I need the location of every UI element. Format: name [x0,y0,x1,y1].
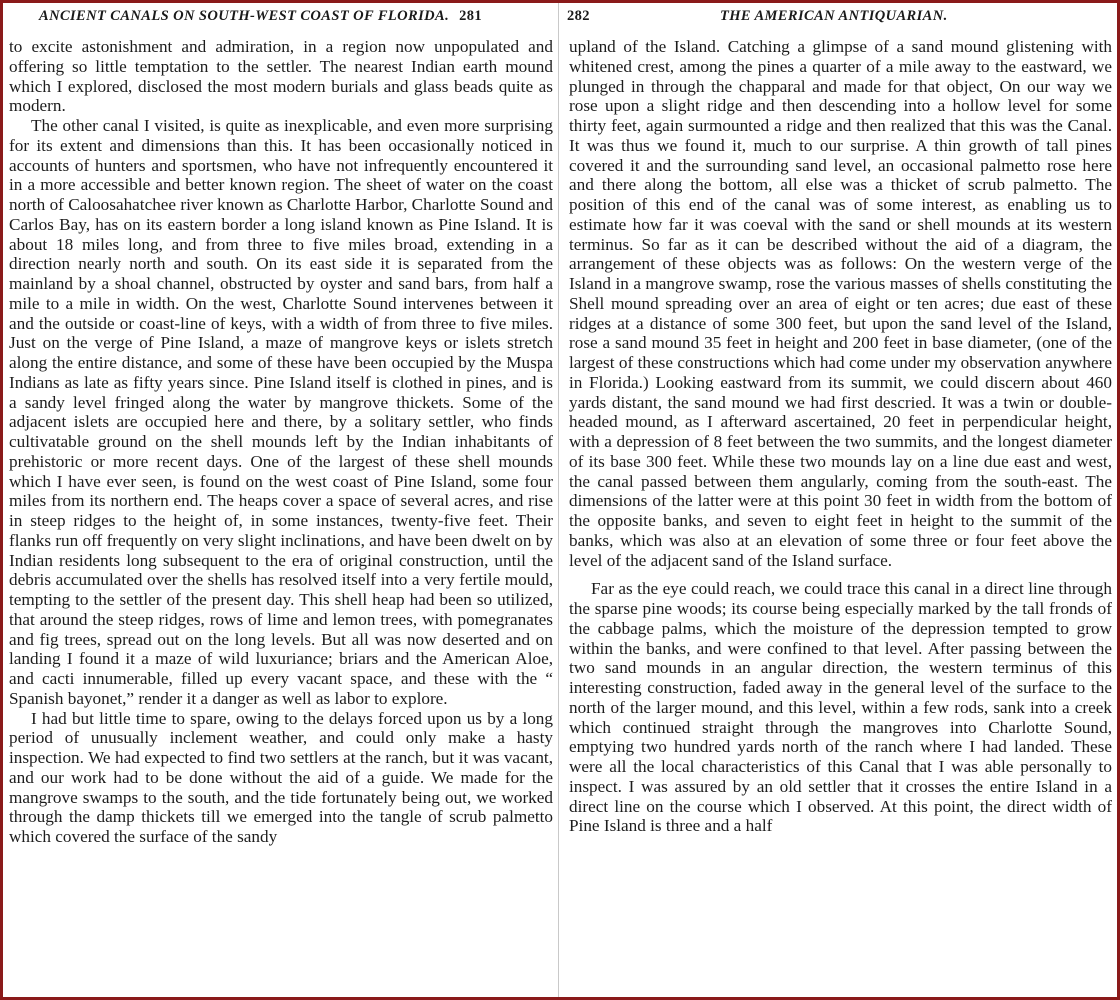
running-title-right: THE AMERICAN ANTIQUARIAN. [719,8,948,24]
running-title-left: ANCIENT CANALS ON SOUTH-WEST COAST OF FLORIDA. [39,8,450,24]
paragraph: Far as the eye could reach, we could trace this canal in a direct line through the sparse pine woods; its course being especially marked by the tall fronds of the cabbage palms, which the moisture of the depression tempted to grow within the banks, and were confined to that level. After passing between the two sand mounds in an angular direction, the western terminus of this interesting construction, faded away in the general level of the surface to the north of the larger mound, and this level, within a few rods, sank into a creek which continued straight through the mangroves into Charlotte Sound, emptying two hundred yards north of the ranch where I had landed. These were all the local characteristics of this Canal that I was able personally to inspect. I was assured by an old settler that it crosses the entire Island in a direct line on the course which I observed. At this point, the direct width of Pine Island is three and a half [569,579,1112,836]
book-spread [3,3,1117,997]
right-page-body [559,37,1117,836]
running-head-left [3,3,559,29]
paragraph: The other canal I visited, is quite as inexplicable, and even more surprising for its extent and dimensions than this. It has been occasionally noticed in accounts of hunters and sportsmen, who have not infrequently encountered it in a more accessible and better known region. The sheet of water on the coast north of Caloosahatchee river known as Charlotte Harbor, Charlotte Sound and Carlos Bay, has on its eastern border a long island known as Pine Island. It is about 18 miles long, and from three to five miles broad, extending in a direction nearly north and south. On its east side it is separated from the mainland by a shoal channel, obstructed by oyster and sand bars, from half a mile to a mile in width. On the west, Charlotte Sound intervenes between it and the outside or coast-line of keys, with a width of from three to five miles. Just on the verge of Pine Island, a maze of mangrove keys or islets stretch along the entire distance, and some of these have been occupied by the Muspa Indians as late as fifty years since. Pine Island itself is clothed in pines, and is a sandy level fringed along the water by mangrove thickets. Some of the adjacent islets are occupied here and there, by a solitary settler, who finds cultivatable ground on the shell mounds left by the Indian inhabitants of prehistoric or more recent days. One of the largest of these shell mounds which I have ever seen, is found on the west coast of Pine Island, some four miles from its northern end. The heaps cover a space of several acres, and rise in steep ridges to the height of, in some instances, twenty-five feet. Their flanks run off frequently on very slight inclinations, and have been dwelt on by Indian residents long subsequent to the era of original construction, until the debris accumulated over the shells has resolved itself into a very fertile mould, tempting to the settler of the present day. This shell heap had been so utilized, that around the steep ridges, rows of lime and lemon trees, with pomegranates and fig trees, spread out on the long levels. But all was now deserted and on landing I found it a maze of wild luxuriance; briars and the American Aloe, and cacti innumerable, filled up every vacant space, and these with the “ Spanish bayonet,” render it a danger as well as labor to explore. [9,116,553,708]
right-page [559,3,1117,997]
page-number-left: 281 [459,8,483,24]
paragraph: upland of the Island. Catching a glimpse of a sand mound glistening with whitened crest, among the pines a quarter of a mile away to the eastward, we plunged in through the chapparal and made for that object, On our way we rose upon a slight ridge and then descending into a hollow level for some thirty feet, again surmounted a ridge and then realized that this was the Canal. It was thus we found it, much to our surprise. A thin growth of tall pines covered it and the surrounding sand level, an occasional palmetto rose here and there along the bottom, all else was a thicket of scrub palmetto. The position of this end of the canal was of some interest, as enabling us to estimate how far it was coeval with the sand or shell mounds at its western terminus. So far as it can be described without the aid of a diagram, the arrangement of these objects was as follows: On the western verge of the Island in a mangrove swamp, rose the various masses of shells constituting the Shell mound spreading over an area of eight or ten acres; due east of these ridges at a distance of some 300 feet, but upon the sand level of the Island, rose a sand mound 35 feet in height and 200 feet in base diameter, (one of the largest of these constructions which had come under my observation anywhere in Florida.) Looking eastward from its summit, we could discern about 460 yards distant, the sand mound we had first descried. It was a twin or double-headed mound, as I afterward ascertained, 20 feet in perpendicular height, with a depression of 8 feet between the two summits, and the longest diameter of its base 300 feet. While these two mounds lay on a line due east and west, the canal passed between them angularly, coming from the south-east. The dimensions of the latter were at this point 30 feet in width from the bottom of the opposite banks, and seven to eight feet in height to the summit of the banks, which was also at an elevation of some three or four feet above the level of the adjacent sand of the Island surface. [569,37,1112,570]
left-page [3,3,559,997]
paragraph: to excite astonishment and admiration, in a region now unpopulated and offering so little temptation to the settler. The nearest Indian earth mound which I explored, disclosed the most modern burials and glass beads quite as modern. [9,37,553,116]
left-page-body [3,37,559,847]
paragraph: I had but little time to spare, owing to the delays forced upon us by a long period of unusually inclement weather, and could only make a hasty inspection. We had expected to find two settlers at the ranch, but it was vacant, and our work had to be done without the aid of a guide. We made for the mangrove swamps to the south, and the tide fortunately being out, we worked through the damp thickets till we emerged into the tangle of scrub palmetto which covered the surface of the sandy [9,708,553,846]
running-head-right [559,3,1117,29]
page-number-right: 282 [567,8,590,24]
